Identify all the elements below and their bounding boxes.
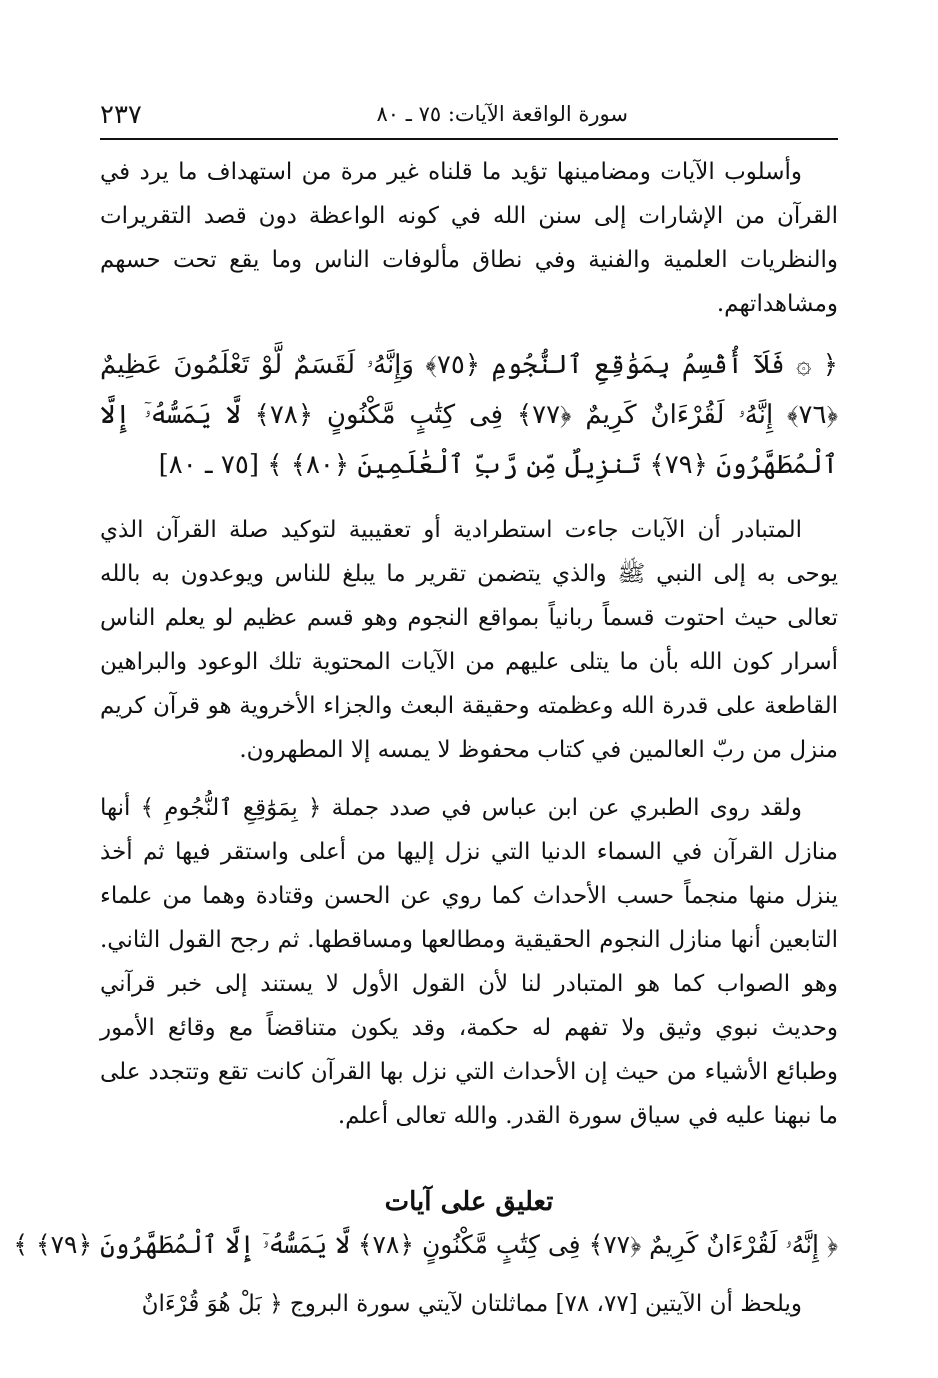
running-head: سورة الواقعة الآيات: ٧٥ ـ ٨٠ bbox=[376, 102, 628, 126]
spacer bbox=[100, 326, 838, 340]
section-verse: ﴿ إِنَّهُۥ لَقُرْءَانٌ كَرِيمٌ ﴿٧٧﴾ فِى كِتَٰبٍ مَّكْنُونٍ ﴿٧٨﴾ لَّا يَمَسُّهُۥٓ إِلَّا ٱلْمُطَهَّرُونَ ﴿٧٩﴾ ﴾ bbox=[13, 1230, 838, 1259]
spacer bbox=[100, 772, 838, 786]
header-rule bbox=[100, 138, 838, 140]
page-number: ٢٣٧ bbox=[100, 100, 142, 130]
section-title: تعليق على آيات bbox=[384, 1187, 554, 1217]
spacer bbox=[100, 1138, 838, 1182]
paragraph-4: ويلحظ أن الآيتين [٧٧، ٧٨] مماثلتان لآيتي سورة البروج ﴿ بَلْ هُوَ قُرْءَانٌ bbox=[141, 1291, 802, 1317]
paragraph-1: وأسلوب الآيات ومضامينها تؤيد ما قلناه غير مرة من استهداف ما يرد في القرآن من الإشارات إلى سنن الله في كونه الواعظة دون قصد التقريرات والنظريات العلمية والفنية وفي نطاق مألوفات الناس وما يقع تحت حسهم ومشاهداتهم. bbox=[100, 159, 838, 317]
paragraph-3: ولقد روى الطبري عن ابن عباس في صدد جملة ﴿ بِمَوَٰقِعِ ٱلنُّجُومِ ﴾ أنها منازل القرآن في السماء الدنيا التي نزل إليها من أعلى واستقر فيها ثم أخذ ينزل منها منجماً حسب الأحداث كما روي عن الحسن وقتادة وهما من علماء التابعين أنها منازل النجوم الحقيقية ومطالعها ومساقطها. ثم رجح القول الثاني. وهو الصواب كما هو المتبادر لنا لأن القول الأول لا يستند إلى خبر قرآني وحديث نبوي وثيق ولا تفهم له حكمة، وقد يكون متناقضاً مع وقائع الأمور وطبائع الأشياء من حيث إن الأحداث التي نزل بها القرآن كانت تقع وتتجدد على ما نبهنا عليه في سياق سورة القدر. والله تعالى أعلم. bbox=[100, 795, 839, 1129]
spacer bbox=[100, 1268, 838, 1282]
page-header bbox=[100, 96, 838, 134]
paragraph-2: المتبادر أن الآيات جاءت استطرادية أو تعقيبية لتوكيد صلة القرآن الذي يوحى به إلى النبي ﷺ والذي يتضمن تقرير ما يبلغ للناس ويوعدون به بالله تعالى حيث احتوت قسماً ربانياً بمواقع النجوم وهو قسم عظيم لو يعلم الناس أسرار كون الله بأن ما يتلى عليهم من الآيات المحتوية تلك الوعود والبراهين القاطعة على قدرة الله وعظمته وحقيقة البعث والجزاء الأخروية هو قرآن كريم منزل من ربّ العالمين في كتاب محفوظ لا يمسه إلا المطهرون. bbox=[100, 517, 838, 763]
quran-verse-block: ﴿ ۞ فَلَآ أُقْسِمُ بِمَوَٰقِعِ ٱلنُّجُومِ ﴿٧٥﴾ وَإِنَّهُۥ لَقَسَمٌ لَّوْ تَعْلَمُونَ عَظِيمٌ ﴿٧٦﴾ إِنَّهُۥ لَقُرْءَانٌ كَرِيمٌ ﴿٧٧﴾ فِى كِتَٰبٍ مَّكْنُونٍ ﴿٧٨﴾ لَّا يَمَسُّهُۥٓ إِلَّا ٱلْمُطَهَّرُونَ ﴿٧٩﴾ تَنزِيلٌ مِّن رَّبِّ ٱلْعَٰلَمِينَ ﴿٨٠﴾ ﴾ [٧٥ ـ ٨٠] bbox=[100, 350, 838, 480]
page-body bbox=[13, 150, 839, 1326]
spacer bbox=[100, 490, 838, 508]
